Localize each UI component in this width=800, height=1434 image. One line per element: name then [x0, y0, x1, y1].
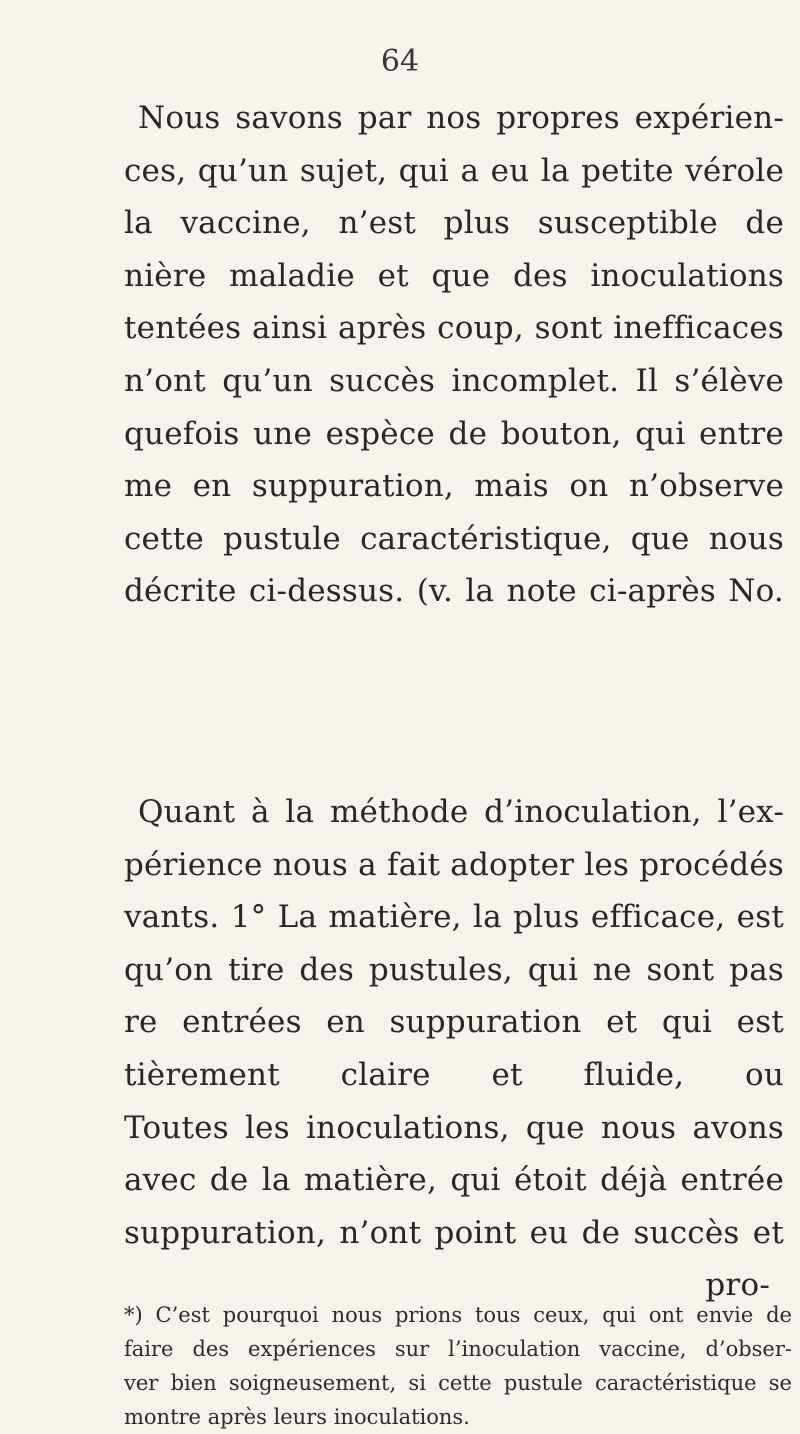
text-line: n’ont qu’un succès incomplet. Il s’élève [124, 362, 784, 399]
text-line: la vaccine, n’est plus susceptible de [124, 205, 784, 242]
text-line: ces, qu’un sujet, qui a eu la petite vérole [124, 152, 784, 189]
text-line: vants. 1° La matière, la plus efficace, est [124, 899, 784, 936]
footnote [124, 1298, 792, 1434]
page-number: 64 [380, 44, 420, 79]
text-line: décrite ci-dessus. (v. la note ci-après No. [124, 573, 784, 610]
text-line: cette pustule caractéristique, que nous [124, 520, 784, 557]
text-line: tièrement claire et fluide, ou [124, 1056, 784, 1093]
footnote-line: *) C’est pourquoi nous prions tous ceux, qui ont envie de [124, 1303, 792, 1327]
catchword: pro- [705, 1267, 770, 1304]
text-line: re entrées en suppuration et qui est [124, 1004, 784, 1041]
text-line: tentées ainsi après coup, sont inefficaces [124, 310, 784, 347]
footnote-line: faire des expériences sur l’inoculation vaccine, d’obser- [124, 1337, 792, 1361]
text-line: périence nous a fait adopter les procédés [124, 846, 784, 883]
text-line: suppuration, n’ont point eu de succès et [124, 1214, 784, 1251]
text-line: Nous savons par nos propres expérien- [138, 100, 784, 136]
paragraph-1 [124, 92, 784, 618]
text-line: qu’on tire des pustules, qui ne sont pas [124, 951, 784, 988]
text-line: Toutes les inoculations, que nous avons [124, 1109, 784, 1146]
footnote-line: montre après leurs inoculations. [124, 1405, 470, 1429]
text-line: avec de la matière, qui étoit déjà entrée [124, 1162, 784, 1199]
footnote-line: ver bien soigneusement, si cette pustule caractéristique se [124, 1371, 792, 1395]
text-line: Quant à la méthode d’inoculation, l’ex- [138, 794, 784, 830]
text-line: me en suppuration, mais on n’observe [124, 468, 784, 505]
paragraph-2 [124, 786, 784, 1312]
text-line: nière maladie et que des inoculations [124, 257, 784, 294]
text-line: quefois une espèce de bouton, qui entre [124, 415, 784, 452]
